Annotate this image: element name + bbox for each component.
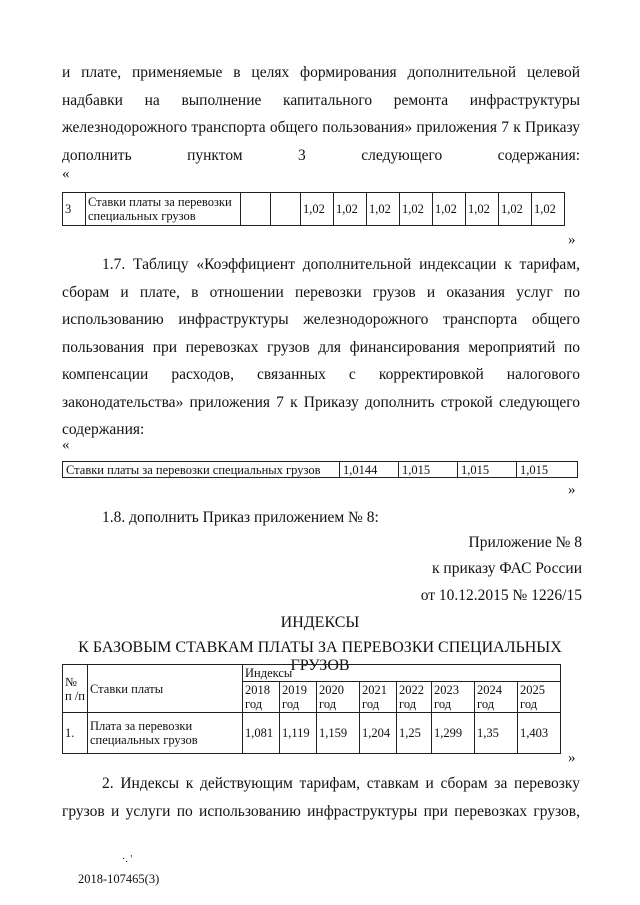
paragraph-intro-text: и плате, применяемые в целях формирования дополнительной целевой надбавки на выполнение капитального ремонта инфраструктуры железнодорожного транспорта общего пользования» приложения 7 к Приказу дополнить пунктом 3 следующего содержания: <box>62 64 580 164</box>
appendix-subtitle: К БАЗОВЫМ СТАВКАМ ПЛАТЫ ЗА ПЕРЕВОЗКИ СПЕЦИАЛЬНЫХ ГРУЗОВ <box>78 639 562 674</box>
table-cell-value: 1,299 <box>432 713 475 754</box>
header-year: 2025 год <box>518 682 561 713</box>
table-cell-value: 1,25 <box>397 713 432 754</box>
table-header-row <box>63 665 561 682</box>
table-cell-value: 1,081 <box>243 713 280 754</box>
open-quote: « <box>62 166 70 182</box>
paragraph-intro <box>62 59 580 169</box>
table-cell-value: 1,02 <box>400 193 433 226</box>
table-cell-value: 1,403 <box>518 713 561 754</box>
table-cell-value: 1,02 <box>334 193 367 226</box>
header-indexes: Индексы <box>243 665 561 682</box>
table-row <box>63 462 578 478</box>
paragraph-2-text: 2. Индексы к действующим тарифам, ставкам и сборам за перевозку грузов и услуги по использованию инфраструктуры при перевозках грузов, <box>62 775 580 820</box>
header-year: 2024 год <box>475 682 518 713</box>
paragraph-1-8 <box>62 504 580 532</box>
appendix-order: к приказу ФАС России <box>432 560 582 577</box>
table-cell-value: 1,159 <box>317 713 360 754</box>
table-row <box>63 193 565 226</box>
paragraph-1-7 <box>62 251 580 444</box>
table-cell-value: 1,02 <box>433 193 466 226</box>
close-quote: » <box>568 232 576 248</box>
table-cell-value: 1,02 <box>301 193 334 226</box>
table-special-cargo <box>62 461 578 478</box>
header-num: № п /п <box>63 665 88 713</box>
paragraph-2 <box>62 770 580 825</box>
table-cell-value: 1,02 <box>466 193 499 226</box>
table-cell-label: Ставки платы за перевозки специальных грузов <box>63 462 340 478</box>
close-quote: » <box>568 750 576 766</box>
appendix-date: от 10.12.2015 № 1226/15 <box>420 587 582 604</box>
header-rate: Ставки платы <box>88 665 243 713</box>
table-cell-value: 1,02 <box>499 193 532 226</box>
header-year: 2021 год <box>360 682 397 713</box>
table-cell-num: 3 <box>63 193 86 226</box>
scan-mark: ·. ' <box>122 854 133 865</box>
table-cell-value: 1,0144 <box>340 462 399 478</box>
table-cell-empty <box>241 193 271 226</box>
close-quote: » <box>568 482 576 498</box>
table-point-3 <box>62 192 565 226</box>
table-cell-value: 1,204 <box>360 713 397 754</box>
table-cell-num: 1. <box>63 713 88 754</box>
header-year: 2020 год <box>317 682 360 713</box>
table-row <box>63 713 561 754</box>
paragraph-1-8-text: 1.8. дополнить Приказ приложением № 8: <box>102 509 379 526</box>
header-year: 2022 год <box>397 682 432 713</box>
paragraph-1-7-text: 1.7. Таблицу «Коэффициент дополнительной индексации к тарифам, сборам и плате, в отношении перевозки грузов и оказания услуг по использованию инфраструктуры железнодорожного транспорта общего пользования при перевозках грузов для финансирования мероприятий по компенсации расходов, связанных с корректировкой налогового законодательства» приложения 7 к Приказу дополнить строкой следующего содержания: <box>62 256 580 438</box>
table-cell-value: 1,015 <box>517 462 578 478</box>
indexes-table <box>62 664 561 754</box>
open-quote: « <box>62 437 70 453</box>
appendix-label: Приложение № 8 <box>468 534 582 551</box>
table-cell-value: 1,35 <box>475 713 518 754</box>
table-cell-empty <box>271 193 301 226</box>
table-cell-label: Ставки платы за перевозки специальных грузов <box>86 193 241 226</box>
header-year: 2018 год <box>243 682 280 713</box>
table-cell-value: 1,119 <box>280 713 317 754</box>
table-cell-value: 1,015 <box>399 462 458 478</box>
appendix-title: ИНДЕКСЫ <box>280 614 360 631</box>
table-cell-value: 1,02 <box>367 193 400 226</box>
document-code: 2018-107465(3) <box>78 872 160 886</box>
header-year: 2023 год <box>432 682 475 713</box>
header-year: 2019 год <box>280 682 317 713</box>
table-cell-value: 1,02 <box>532 193 565 226</box>
table-cell-value: 1,015 <box>458 462 517 478</box>
table-cell-label: Плата за перевозки специальных грузов <box>88 713 243 754</box>
